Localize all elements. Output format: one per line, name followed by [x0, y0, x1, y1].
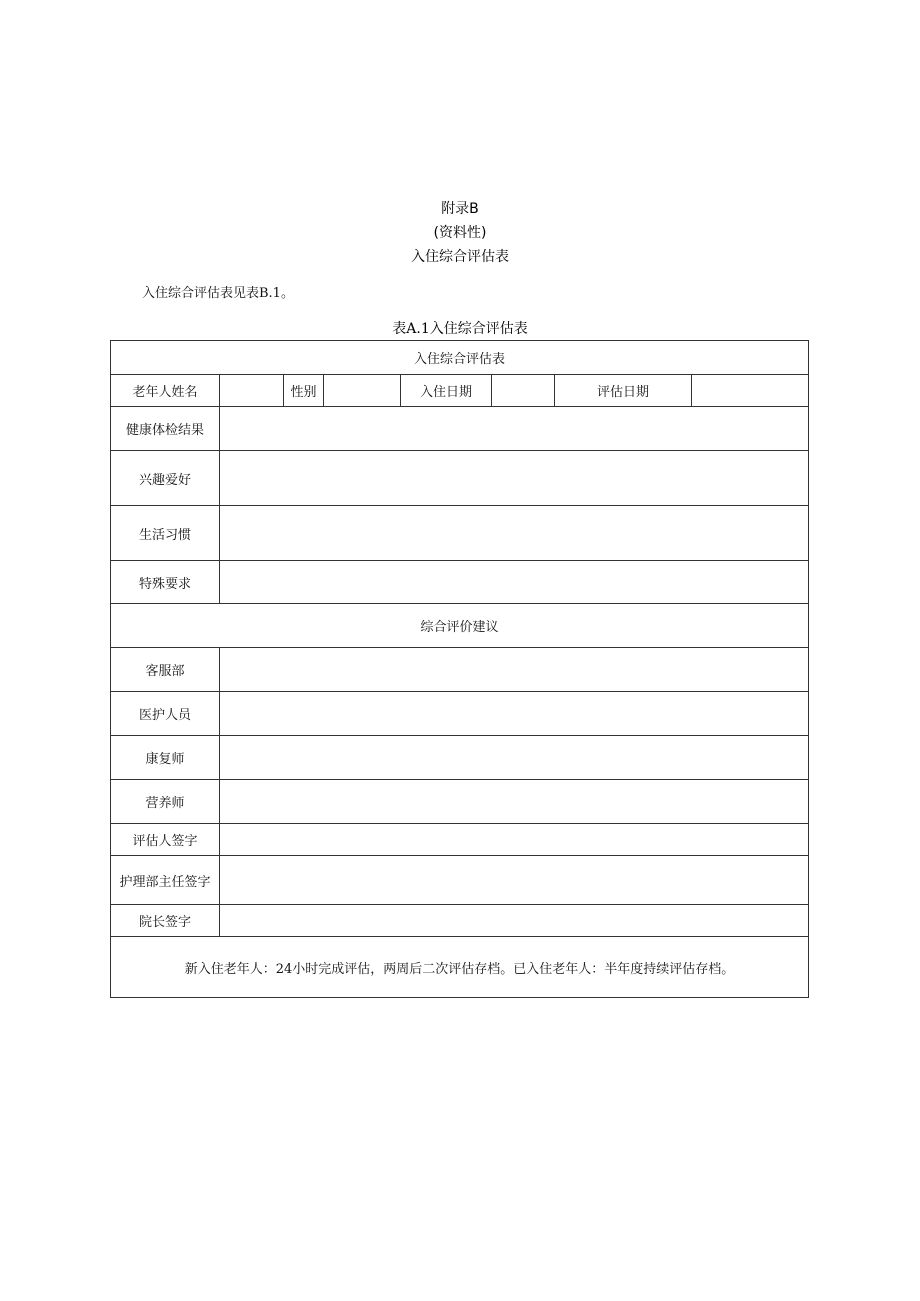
admission-date-label: 入住日期: [401, 375, 492, 407]
nutritionist-field[interactable]: [220, 780, 809, 824]
assessment-form-table: [110, 340, 809, 998]
hobbies-field[interactable]: [220, 451, 809, 506]
table-row: [111, 561, 809, 604]
table-row: [111, 824, 809, 856]
table-row: [111, 648, 809, 692]
nursing-director-signature-field[interactable]: [220, 856, 809, 905]
rehabilitation-label: 康复师: [111, 736, 220, 780]
gender-field[interactable]: [324, 375, 401, 407]
appendix-title: 入住综合评估表: [411, 249, 509, 265]
name-label: 老年人姓名: [111, 375, 220, 407]
appendix-label: 附录B: [441, 201, 479, 217]
living-habits-label: 生活习惯: [111, 506, 220, 561]
nutritionist-label: 营养师: [111, 780, 220, 824]
health-check-field[interactable]: [220, 407, 809, 451]
special-requirements-label: 特殊要求: [111, 561, 220, 604]
form-header-row: [111, 341, 809, 375]
special-requirements-field[interactable]: [220, 561, 809, 604]
table-row: [111, 905, 809, 937]
intro-text: 入住综合评估表见表B.1。: [142, 286, 294, 301]
medical-staff-label: 医护人员: [111, 692, 220, 736]
form-header-title: 入住综合评估表: [111, 341, 809, 375]
assessor-signature-field[interactable]: [220, 824, 809, 856]
customer-service-field[interactable]: [220, 648, 809, 692]
appendix-nature: (资料性): [433, 225, 487, 241]
assessor-signature-label: 评估人签字: [111, 824, 220, 856]
president-signature-label: 院长签字: [111, 905, 220, 937]
hobbies-label: 兴趣爱好: [111, 451, 220, 506]
footer-note: 新入住老年人：24小时完成评估，两周后二次评估存档。已入住老年人：半年度持续评估存档。: [111, 937, 809, 998]
section-title: 综合评价建议: [111, 604, 809, 648]
gender-label: 性别: [284, 375, 324, 407]
table-row: [111, 736, 809, 780]
rehabilitation-field[interactable]: [220, 736, 809, 780]
medical-staff-field[interactable]: [220, 692, 809, 736]
table-row: [111, 692, 809, 736]
note-row: [111, 937, 809, 998]
table-caption: 表A.1入住综合评估表: [392, 321, 528, 337]
table-row: [111, 407, 809, 451]
assessment-date-field[interactable]: [692, 375, 809, 407]
table-row: [111, 856, 809, 905]
table-row: [111, 506, 809, 561]
table-row: [111, 451, 809, 506]
president-signature-field[interactable]: [220, 905, 809, 937]
name-field[interactable]: [220, 375, 284, 407]
nursing-director-signature-label: 护理部主任签字: [111, 856, 220, 905]
assessment-date-label: 评估日期: [555, 375, 692, 407]
table-row: [111, 780, 809, 824]
customer-service-label: 客服部: [111, 648, 220, 692]
living-habits-field[interactable]: [220, 506, 809, 561]
basic-info-row: [111, 375, 809, 407]
admission-date-field[interactable]: [492, 375, 555, 407]
health-check-label: 健康体检结果: [111, 407, 220, 451]
section-header-row: [111, 604, 809, 648]
